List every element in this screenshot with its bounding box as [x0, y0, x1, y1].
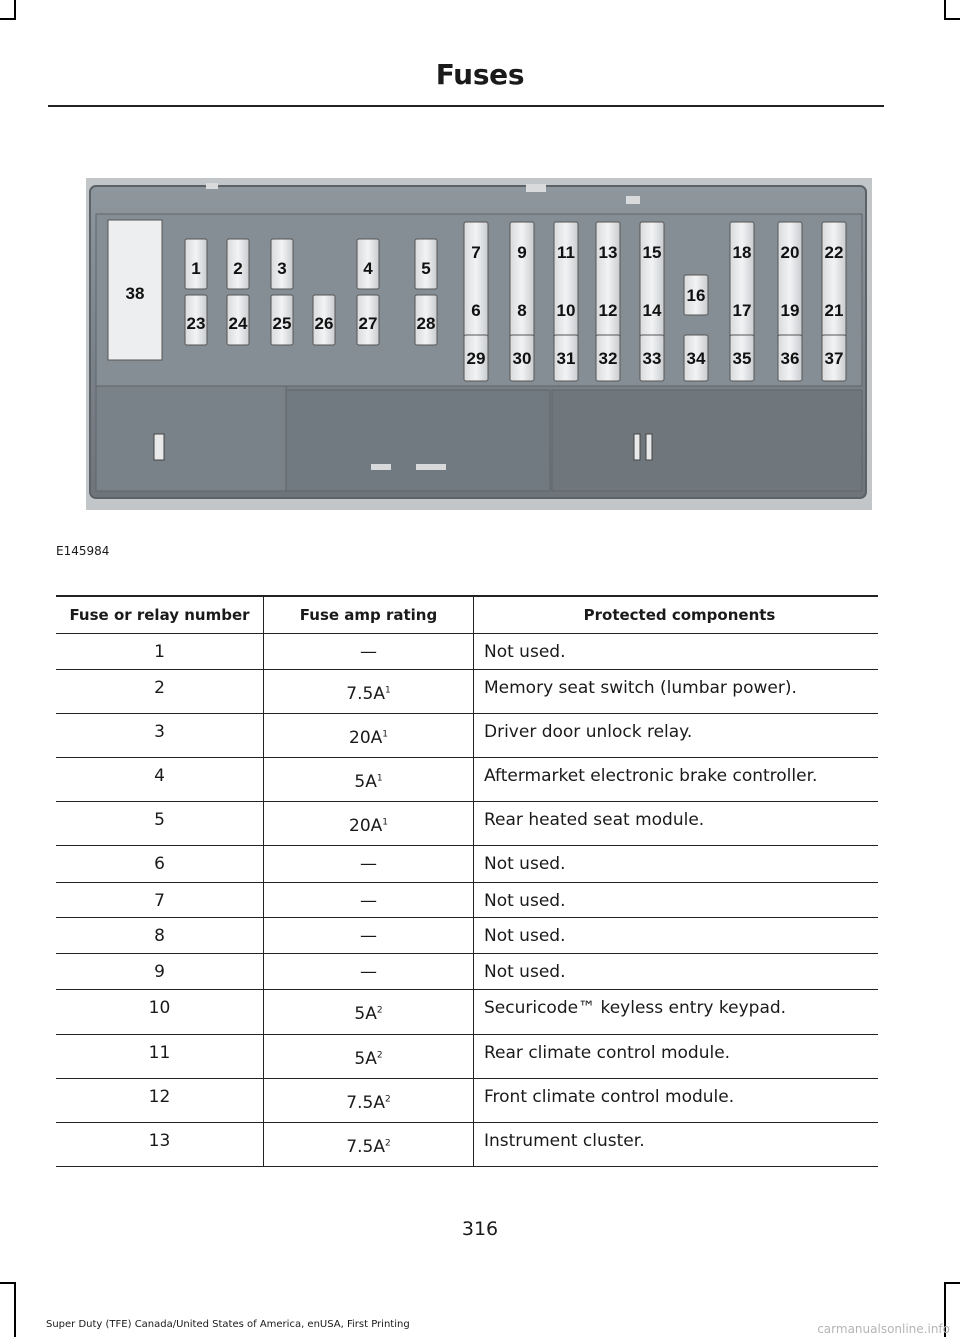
- fuse-label: 9: [517, 243, 527, 262]
- protected-component-cell: Memory seat switch (lumbar power).: [474, 670, 879, 714]
- fuse-number-cell: 11: [56, 1035, 264, 1079]
- fuse-label: 10: [556, 301, 576, 320]
- fuse-label: 16: [686, 286, 706, 305]
- footer-text: Super Duty (TFE) Canada/United States of America, enUSA, First Printing: [46, 1319, 410, 1330]
- fuse-label: 27: [358, 314, 378, 333]
- amp-rating-cell: [264, 670, 474, 714]
- crop-mark: [14, 1282, 16, 1337]
- fuse-label: 5: [421, 259, 431, 278]
- table-row: [56, 954, 878, 990]
- fuse-slot: [778, 222, 802, 338]
- fuse-label: 37: [824, 349, 844, 368]
- fuse-label: 26: [314, 314, 334, 333]
- fuse-number-cell: 3: [56, 714, 264, 758]
- protected-component-cell: Not used.: [474, 918, 879, 954]
- amp-rating-value: 5A: [354, 1004, 377, 1024]
- fuse-label: 38: [125, 284, 145, 303]
- fuse-label: 33: [642, 349, 662, 368]
- fuse-number-cell: 10: [56, 990, 264, 1035]
- watermark: carmanualsonline.info: [817, 1322, 950, 1336]
- fuse-label: 19: [780, 301, 800, 320]
- fuse-label: 23: [186, 314, 206, 333]
- amp-rating-value: —: [360, 891, 377, 911]
- table-row: [56, 918, 878, 954]
- fuse-label: 18: [732, 243, 752, 262]
- amp-rating-value: 7.5A: [346, 1137, 385, 1157]
- protected-component-cell: Rear climate control module.: [474, 1035, 879, 1079]
- crop-mark: [944, 1282, 960, 1284]
- fuse-label: 30: [512, 349, 532, 368]
- protected-component-cell: Not used.: [474, 634, 879, 670]
- fuse-number-cell: 5: [56, 802, 264, 846]
- crop-mark: [14, 0, 16, 20]
- table-row: [56, 846, 878, 883]
- table-row: [56, 990, 878, 1035]
- fuse-label: 31: [556, 349, 576, 368]
- fuse-label: 21: [824, 301, 844, 320]
- fuse-table: [56, 595, 878, 1167]
- fuse-label: 15: [642, 243, 662, 262]
- protected-component-cell: Instrument cluster.: [474, 1123, 879, 1167]
- footnote-marker: 2: [376, 1005, 383, 1016]
- protected-component-cell: Not used.: [474, 883, 879, 918]
- fuse-label: 11: [557, 243, 575, 262]
- fuse-label: 35: [732, 349, 752, 368]
- amp-rating-value: 20A: [349, 816, 383, 836]
- fuse-number-cell: 4: [56, 758, 264, 802]
- fuse-slot: [554, 222, 578, 338]
- fuse-slot: [596, 222, 620, 338]
- fuse-label: 2: [233, 259, 243, 278]
- fuse-number-cell: 1: [56, 634, 264, 670]
- footnote-marker: 2: [384, 1138, 391, 1149]
- amp-rating-value: 20A: [349, 728, 383, 748]
- fuse-label: 22: [824, 243, 844, 262]
- table-row: [56, 883, 878, 918]
- fuse-number-cell: 2: [56, 670, 264, 714]
- amp-rating-value: 7.5A: [346, 1093, 385, 1113]
- fuse-label: 6: [471, 301, 481, 320]
- fuse-label: 3: [277, 259, 287, 278]
- table-row: [56, 670, 878, 714]
- crop-mark: [0, 18, 16, 20]
- column-header-protected-components: Protected components: [474, 596, 879, 634]
- amp-rating-cell: [264, 846, 474, 883]
- footnote-marker: 2: [384, 1094, 391, 1105]
- amp-rating-value: —: [360, 642, 377, 662]
- table-row: [56, 634, 878, 670]
- fuse-number-cell: 13: [56, 1123, 264, 1167]
- table-header-row: [56, 596, 878, 634]
- fuse-label: 32: [598, 349, 618, 368]
- fuse-label: 24: [228, 314, 248, 333]
- amp-rating-cell: [264, 1079, 474, 1123]
- column-header-amp-rating: Fuse amp rating: [264, 596, 474, 634]
- amp-rating-cell: [264, 802, 474, 846]
- fuse-label: 1: [191, 259, 201, 278]
- fuse-label: 8: [517, 301, 527, 320]
- fuse-number-cell: 12: [56, 1079, 264, 1123]
- figure-code: E145984: [56, 544, 110, 558]
- protected-component-cell: Not used.: [474, 846, 879, 883]
- fuse-slot: [640, 222, 664, 338]
- amp-rating-value: 7.5A: [346, 684, 385, 704]
- protected-component-cell: Aftermarket electronic brake controller.: [474, 758, 879, 802]
- page-number: 316: [461, 1218, 499, 1240]
- table-row: [56, 802, 878, 846]
- fuse-label: 13: [598, 243, 618, 262]
- amp-rating-value: —: [360, 926, 377, 946]
- footnote-marker: 1: [384, 685, 391, 696]
- amp-rating-value: —: [360, 854, 377, 874]
- table-row: [56, 1035, 878, 1079]
- crop-mark: [944, 18, 960, 20]
- fuse-label: 36: [780, 349, 800, 368]
- protected-component-cell: Driver door unlock relay.: [474, 714, 879, 758]
- fuse-label: 17: [732, 301, 752, 320]
- amp-rating-value: 5A: [354, 1049, 377, 1069]
- amp-rating-cell: [264, 634, 474, 670]
- fuse-label: 12: [598, 301, 618, 320]
- amp-rating-cell: [264, 918, 474, 954]
- fuse-label: 28: [416, 314, 436, 333]
- title-divider: [48, 105, 884, 107]
- fuse-slot: [510, 222, 534, 338]
- column-header-fuse-number: Fuse or relay number: [56, 596, 264, 634]
- fuse-number-cell: 7: [56, 883, 264, 918]
- amp-rating-value: 5A: [354, 772, 377, 792]
- footnote-marker: 2: [376, 1050, 383, 1061]
- table-row: [56, 1123, 878, 1167]
- amp-rating-cell: [264, 990, 474, 1035]
- fuse-number-cell: 9: [56, 954, 264, 990]
- fuse-label: 4: [363, 259, 373, 278]
- amp-rating-cell: [264, 758, 474, 802]
- crop-mark: [944, 0, 946, 20]
- amp-rating-cell: [264, 1035, 474, 1079]
- amp-rating-cell: [264, 1123, 474, 1167]
- amp-rating-value: —: [360, 962, 377, 982]
- amp-rating-cell: [264, 714, 474, 758]
- fuse-number-cell: 6: [56, 846, 264, 883]
- protected-component-cell: Rear heated seat module.: [474, 802, 879, 846]
- fuse-label: 14: [642, 301, 662, 320]
- fuse-label: 20: [780, 243, 800, 262]
- crop-mark: [0, 1282, 16, 1284]
- fuse-slot: [464, 222, 488, 338]
- amp-rating-cell: [264, 883, 474, 918]
- fuse-label: 25: [272, 314, 292, 333]
- fuse-slot: [822, 222, 846, 338]
- footnote-marker: 1: [382, 729, 388, 740]
- protected-component-cell: Not used.: [474, 954, 879, 990]
- fuse-label: 29: [466, 349, 486, 368]
- table-row: [56, 1079, 878, 1123]
- footnote-marker: 1: [376, 773, 383, 784]
- protected-component-cell: Securicode™ keyless entry keypad.: [474, 990, 879, 1035]
- page-title: Fuses: [435, 58, 525, 91]
- fuse-number-cell: 8: [56, 918, 264, 954]
- fuse-label: 34: [686, 349, 706, 368]
- protected-component-cell: Front climate control module.: [474, 1079, 879, 1123]
- fuse-slot: [730, 222, 754, 338]
- fuse-panel-diagram: [86, 178, 872, 510]
- table-row: [56, 758, 878, 802]
- footnote-marker: 1: [382, 817, 388, 828]
- amp-rating-cell: [264, 954, 474, 990]
- fuse-label: 7: [471, 243, 481, 262]
- table-row: [56, 714, 878, 758]
